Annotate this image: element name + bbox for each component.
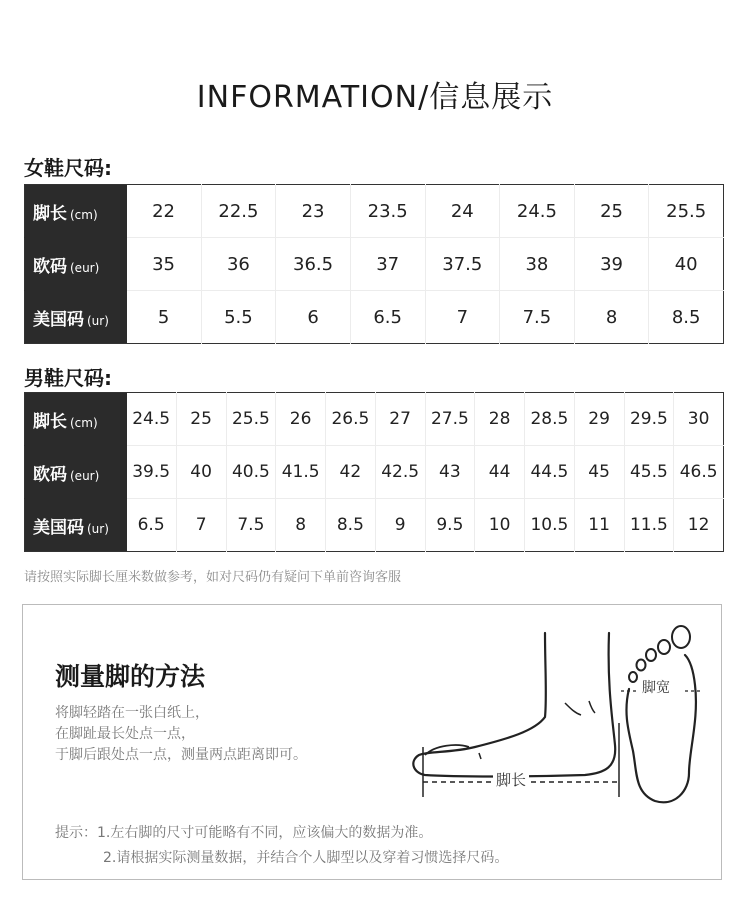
table-cell: 40 <box>176 446 226 499</box>
row-header-unit: (cm) <box>70 207 98 222</box>
row-header-name: 美国码 <box>33 309 84 330</box>
table-cell: 25.5 <box>649 185 724 238</box>
men-size-table <box>24 392 724 552</box>
table-cell: 43 <box>425 446 475 499</box>
table-cell: 9 <box>375 499 425 552</box>
table-cell: 39.5 <box>127 446 177 499</box>
table-cell: 29 <box>574 393 624 446</box>
row-header-name: 欧码 <box>33 256 67 277</box>
table-cell: 42.5 <box>375 446 425 499</box>
table-cell: 40 <box>649 238 724 291</box>
tip-line: 提示：1.左右脚的尺寸可能略有不同，应该偏大的数据为准。 <box>55 825 433 841</box>
foot-width-label: 脚宽 <box>640 677 672 697</box>
table-cell: 44.5 <box>525 446 575 499</box>
table-cell: 27.5 <box>425 393 475 446</box>
table-cell: 10.5 <box>525 499 575 552</box>
table-cell: 44 <box>475 446 525 499</box>
table-row <box>25 238 724 291</box>
table-cell: 38 <box>500 238 575 291</box>
table-cell: 42 <box>326 446 376 499</box>
method-instructions <box>55 703 307 766</box>
table-cell: 28 <box>475 393 525 446</box>
tips <box>55 821 508 871</box>
row-header-unit: (ur) <box>87 313 109 328</box>
table-cell: 26.5 <box>326 393 376 446</box>
row-header-name: 脚长 <box>33 411 67 432</box>
table-row <box>25 499 724 552</box>
table-cell: 35 <box>127 238 202 291</box>
table-cell: 24.5 <box>500 185 575 238</box>
page-title: INFORMATION/信息展示 <box>196 80 554 115</box>
table-cell: 27 <box>375 393 425 446</box>
table-cell: 11.5 <box>624 499 674 552</box>
table-cell: 22 <box>127 185 202 238</box>
table-cell: 7 <box>425 291 500 344</box>
table-cell: 5.5 <box>201 291 276 344</box>
table-cell: 30 <box>674 393 724 446</box>
row-header-unit: (cm) <box>70 415 98 430</box>
table-row <box>25 291 724 344</box>
row-header <box>25 446 127 499</box>
table-cell: 37.5 <box>425 238 500 291</box>
row-header-unit: (ur) <box>87 521 109 536</box>
row-header-name: 欧码 <box>33 464 67 485</box>
method-line: 将脚轻踏在一张白纸上， <box>55 705 209 721</box>
row-header-name: 脚长 <box>33 203 67 224</box>
table-cell: 6.5 <box>350 291 425 344</box>
women-size-label: 女鞋尺码: <box>24 156 112 180</box>
table-cell: 40.5 <box>226 446 276 499</box>
table-cell: 11 <box>574 499 624 552</box>
table-cell: 7.5 <box>500 291 575 344</box>
table-cell: 9.5 <box>425 499 475 552</box>
table-cell: 29.5 <box>624 393 674 446</box>
row-header <box>25 238 127 291</box>
table-cell: 7 <box>176 499 226 552</box>
method-line: 于脚后跟处点一点，测量两点距离即可。 <box>55 747 307 763</box>
table-cell: 25 <box>574 185 649 238</box>
table-cell: 6.5 <box>127 499 177 552</box>
row-header <box>25 499 127 552</box>
row-header <box>25 185 127 238</box>
size-note: 请按照实际脚长厘米数做参考，如对尺码仍有疑问下单前咨询客服 <box>24 570 402 585</box>
table-cell: 41.5 <box>276 446 326 499</box>
table-cell: 12 <box>687 515 710 535</box>
table-cell: 36 <box>201 238 276 291</box>
table-cell: 24.5 <box>127 393 177 446</box>
tip-line: 2.请根据实际测量数据，并结合个人脚型以及穿着习惯选择尺码。 <box>103 850 509 866</box>
table-cell: 7.5 <box>226 499 276 552</box>
table-cell: 8 <box>574 291 649 344</box>
measurement-method-box <box>22 604 722 880</box>
table-row <box>25 393 724 446</box>
table-cell: 23 <box>276 185 351 238</box>
table-cell: 39 <box>574 238 649 291</box>
table-cell: 10 <box>475 499 525 552</box>
table-cell: 26 <box>276 393 326 446</box>
table-cell: 25 <box>176 393 226 446</box>
row-header-unit: (eur) <box>70 260 100 275</box>
row-header-name: 美国码 <box>33 517 84 538</box>
table-cell: 36.5 <box>276 238 351 291</box>
women-size-table <box>24 184 724 344</box>
table-cell: 8.5 <box>326 499 376 552</box>
table-row <box>25 446 724 499</box>
table-cell: 22.5 <box>201 185 276 238</box>
table-cell: 46.5 <box>674 446 724 499</box>
table-cell: 24 <box>425 185 500 238</box>
table-cell: 8.5 <box>671 306 701 328</box>
table-cell: 5 <box>127 291 202 344</box>
table-cell: 28.5 <box>525 393 575 446</box>
table-cell: 25.5 <box>226 393 276 446</box>
table-cell: 45 <box>574 446 624 499</box>
table-cell: 23.5 <box>350 185 425 238</box>
foot-length-label: 脚长 <box>493 769 529 790</box>
method-line: 在脚趾最长处点一点， <box>55 726 195 742</box>
row-header <box>25 393 127 446</box>
foot-sole-illustration <box>619 623 703 813</box>
table-cell: 45.5 <box>624 446 674 499</box>
table-cell: 8 <box>276 499 326 552</box>
row-header-unit: (eur) <box>70 468 100 483</box>
table-cell: 6 <box>276 291 351 344</box>
row-header <box>25 291 127 344</box>
table-cell: 37 <box>350 238 425 291</box>
table-row <box>25 185 724 238</box>
method-title: 测量脚的方法 <box>55 662 206 691</box>
men-size-label: 男鞋尺码: <box>24 366 112 390</box>
